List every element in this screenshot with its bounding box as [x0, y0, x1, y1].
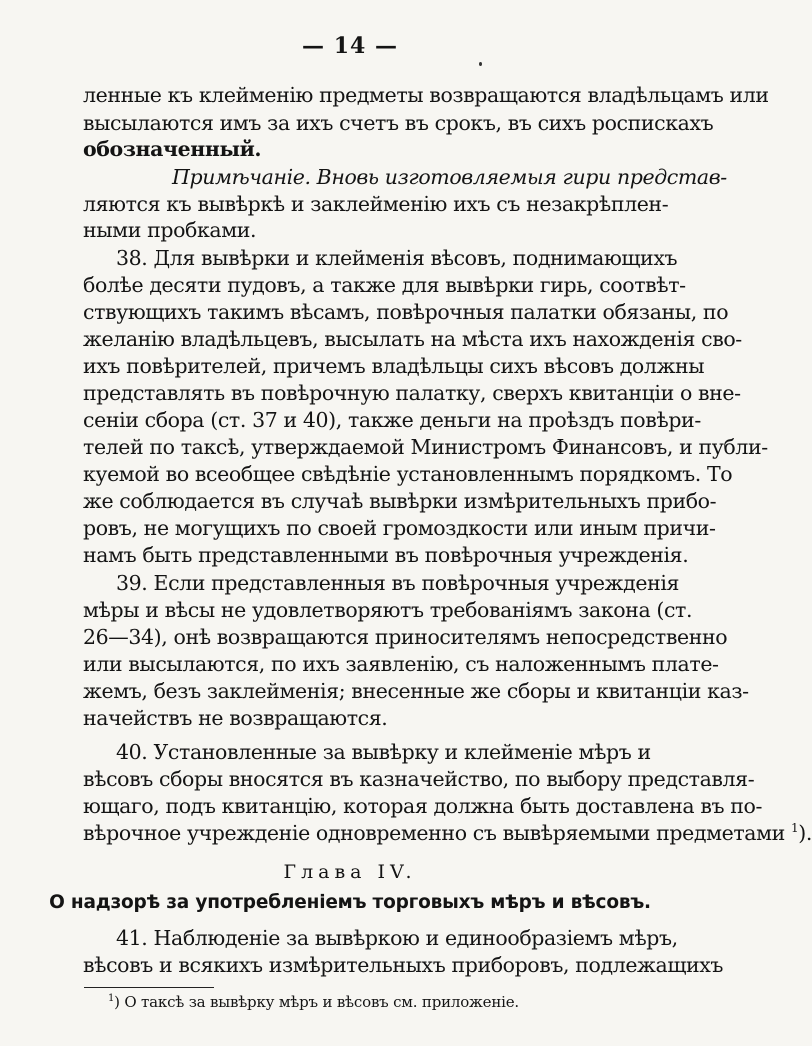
- footnote-marker: 1: [791, 821, 799, 836]
- text-line: ленные къ клейменію предметы возвращаются владѣльцамъ или: [83, 83, 769, 107]
- text-line: телей по таксѣ, утверждаемой Министромъ Финансовъ, и публи-: [83, 435, 768, 459]
- note-line: [172, 164, 727, 190]
- text-line: намъ быть представленными въ повѣрочныя учрежденія.: [83, 543, 689, 567]
- chapter-title: О надзорѣ за употребленіемъ торговыхъ мѣръ и вѣсовъ.: [49, 892, 651, 913]
- text-line: ровъ, не могущихъ по своей громоздкости или иным причи-: [83, 516, 716, 540]
- text-line: ихъ повѣрителей, причемъ владѣльцы сихъ вѣсовъ должны: [83, 354, 705, 378]
- footnote-number: 1: [108, 993, 115, 1004]
- text-line: болѣе десяти пудовъ, а также для вывѣрки гирь, соотвѣт-: [83, 273, 686, 297]
- footnote-divider: [84, 987, 214, 988]
- text-line: куемой во всеобщее свѣдѣніе установленнымъ порядкомъ. То: [83, 462, 733, 486]
- page-number: — 14 —: [302, 33, 398, 59]
- text-line: же соблюдается въ случаѣ вывѣрки измѣрительныхъ прибо-: [83, 489, 717, 513]
- text-line: 41. Наблюденіе за вывѣркою и единообразіемъ мѣръ,: [116, 926, 678, 950]
- text-line: мѣры и вѣсы не удовлетворяютъ требованіямъ закона (ст.: [83, 598, 693, 622]
- text-line: ствующихъ такимъ вѣсамъ, повѣрочныя палатки обязаны, по: [83, 300, 729, 324]
- text-line: [83, 820, 812, 846]
- text-line-content: вѣрочное учрежденіе одновременно съ вывѣряемыми предметами: [83, 821, 785, 845]
- ink-speck: [479, 62, 482, 66]
- text-line: ными пробками.: [83, 218, 257, 242]
- footnote-text: ) О таксѣ за вывѣрку мѣръ и вѣсовъ см. приложеніе.: [114, 993, 519, 1011]
- text-line: 38. Для вывѣрки и клейменія вѣсовъ, поднимающихъ: [116, 246, 678, 270]
- footnote: [108, 993, 519, 1011]
- text-line: сеніи сбора (ст. 37 и 40), также деньги на проѣздъ повѣри-: [83, 408, 701, 432]
- text-line: 26—34), онѣ возвращаются приносителямъ непосредственно: [83, 625, 728, 649]
- footnote-ref-close: ).: [798, 821, 812, 845]
- text-line: начействъ не возвращаются.: [83, 706, 388, 730]
- text-line: высылаются имъ за ихъ счетъ въ срокъ, въ сихъ роспискахъ: [83, 111, 714, 135]
- text-line: ющаго, подъ квитанцію, которая должна быть доставлена въ по-: [83, 794, 762, 818]
- text-line: жемъ, безъ заклейменія; внесенные же сборы и квитанціи каз-: [83, 679, 749, 703]
- note-label: Примѣчаніе. Вновь изготовляемыя гири представ-: [172, 165, 727, 189]
- text-line: вѣсовъ сборы вносятся въ казначейство, по выбору представля-: [83, 767, 755, 791]
- text-line: обозначенный.: [83, 137, 262, 161]
- text-line: ляются къ вывѣркѣ и заклейменію ихъ съ незакрѣплен-: [83, 192, 669, 216]
- text-line: представлять въ повѣрочную палатку, сверхъ квитанціи о вне-: [83, 381, 741, 405]
- text-line: или высылаются, по ихъ заявленію, съ наложеннымъ плате-: [83, 652, 719, 676]
- text-line: 40. Установленные за вывѣрку и клейменіе мѣръ и: [116, 740, 651, 764]
- text-line: 39. Если представленныя въ повѣрочныя учрежденія: [116, 571, 680, 595]
- chapter-heading: Глава IV.: [283, 861, 417, 883]
- text-line: вѣсовъ и всякихъ измѣрительныхъ приборовъ, подлежащихъ: [83, 953, 724, 977]
- text-line: желанію владѣльцевъ, высылать на мѣста ихъ нахожденія сво-: [83, 327, 742, 351]
